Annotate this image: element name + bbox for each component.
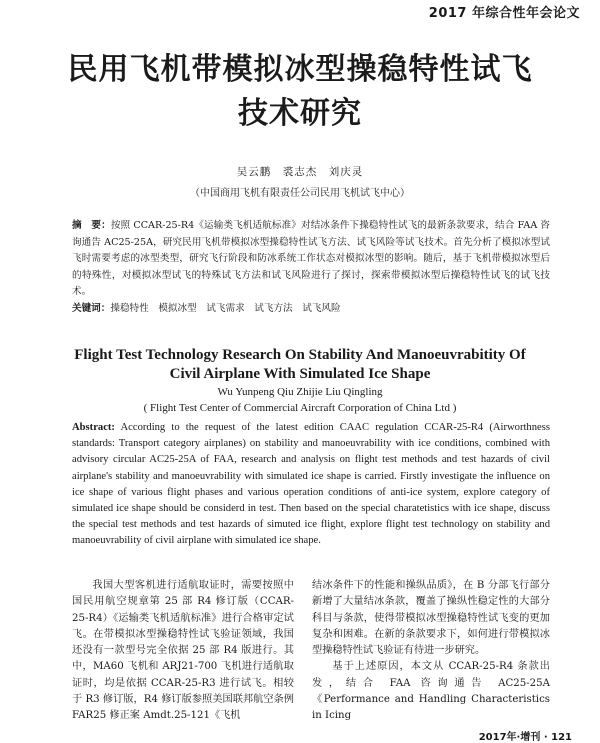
keywords-cn-text: 操稳特性 模拟冰型 试飞需求 试飞方法 试飞风险 bbox=[110, 303, 341, 314]
keywords-cn-label: 关键词： bbox=[72, 303, 111, 314]
title-en-line1: Flight Test Technology Research On Stability And Manoeuvrabitity Of bbox=[74, 347, 526, 363]
body-right-paragraph-2: 基于上述原因，本文从 CCAR-25-R4 条款出发，结合 FAA 咨询通告 AC25-25A《Performance and Handling Characteristics in Icing bbox=[312, 661, 550, 722]
abstract-en-label: Abstract: bbox=[72, 422, 115, 433]
title-cn-line1: 民用飞机带模拟冰型操稳特性试飞 bbox=[67, 52, 533, 87]
abstract-cn-label: 摘 要： bbox=[72, 220, 111, 231]
authors-cn: 吴云鹏 裘志杰 刘庆灵 bbox=[236, 166, 364, 178]
authors-en: Wu Yunpeng Qiu Zhijie Liu Qingling bbox=[217, 386, 383, 398]
affiliation-en: ( Flight Test Center of Commercial Aircraft Corporation of China Ltd ) bbox=[143, 402, 457, 414]
abstract-en-text: According to the request of the latest edition CAAC regulation CCAR-25-R4 (Airworthness standards: Transport category airplanes) on stability and manoeuvrability with ice conditions, combined with advisory circular AC25-25A of FAA, research and analysis on flight test methods and test hazards of civil airplane's stability and manoeuvrability with simulated ice shape is carried. Firstly investigate the influence on ice shape of various flight phases and various operation conditions of anti-ice system, explore category of simulated ice shape should be considerd in test. Then based on the special charatetistics with ice shape, discuss the special test methods and test hazards of simuted ice flight, explore flight test technology on stability and manoeuvrability of civil airplane with simulated ice shape. bbox=[72, 422, 550, 547]
abstract-en bbox=[72, 420, 550, 550]
abstract-cn bbox=[72, 218, 550, 301]
abstract-cn-text: 按照 CCAR-25-R4《运输类飞机适航标准》对结冰条件下操稳特性试飞的最新条款要求，结合 FAA 咨询通告 AC25-25A，研究民用飞机带模拟冰型操稳特性试飞方法、试飞风险等试飞技术。首先分析了模拟冰型试飞时需要考虑的冰型类型，研究飞行阶段和防冰系统工作状态对模拟冰型的影响。随后，基于飞机带模拟冰型后的特殊性，对模拟冰型试飞的特殊试飞方法和试飞风险进行了探讨，探索带模拟冰型后操稳特性试飞的试飞技术。 bbox=[72, 220, 551, 297]
running-header: 2017 年综合性年会论文 bbox=[428, 6, 580, 21]
title-en-line2: Civil Airplane With Simulated Ice Shape bbox=[169, 366, 431, 382]
body-right-paragraph-1: 结冰条件下的性能和操纵品质》，在 B 分部飞行部分新增了大量结冰条款，覆盖了操纵性稳定性的大部分科目与条款，使得带模拟冰型操稳特性试飞变的更加复杂和困难。在新的条款要求下，如何进行带模拟冰型操稳特性试飞验证有待进一步研究。 bbox=[312, 580, 550, 657]
keywords-cn bbox=[72, 300, 550, 314]
affiliation-cn: （中国商用飞机有限责任公司民用飞机试飞中心） bbox=[190, 188, 410, 199]
title-cn-line2: 技术研究 bbox=[238, 96, 362, 131]
page-footer: 2017年·增刊 · 121 bbox=[478, 732, 572, 743]
body-left-column: 我国大型客机进行适航取证时，需要按照中国民用航空规章第 25 部 R4 修订版（CCAR-25-R4）《运输类飞机适航标准》进行合格审定试飞。在带模拟冰型操稳特性试飞验证领域，我国还没有一款型号完全依据 25 部 R4 版进行。其中，MA60 飞机和 ARJ21-700 飞机进行适航取证时，均是依据 CCAR-25-R3 进行试飞。相较于 R3 修订版，R4 修订版参照美国联邦航空条例 FAR25 修正案 Amdt.25-121《飞机 bbox=[72, 580, 294, 722]
body-right-column bbox=[312, 578, 550, 725]
